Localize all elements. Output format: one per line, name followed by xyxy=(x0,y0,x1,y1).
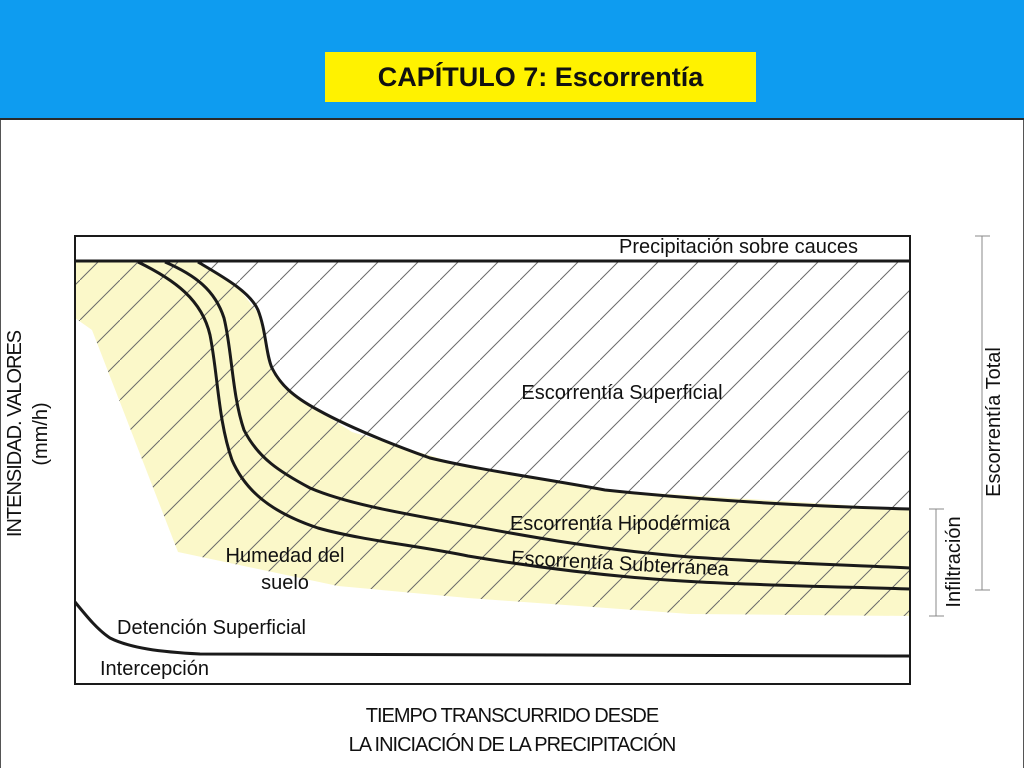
y-axis-label: INTENSIDAD. VALORES xyxy=(4,330,26,538)
page-title: CAPÍTULO 7: Escorrentía xyxy=(377,61,704,92)
label-total-runoff: Escorrentía Total xyxy=(983,347,1005,497)
label-soil-moisture-2: suelo xyxy=(261,572,309,594)
x-axis-label-line1: TIEMPO TRANSCURRIDO DESDE xyxy=(365,705,659,727)
label-hipodermic-runoff: Escorrentía Hipodérmica xyxy=(509,513,731,535)
label-soil-moisture-1: Humedad del xyxy=(225,545,345,567)
label-surface-detention: Detención Superficial xyxy=(117,617,306,639)
y-axis-unit: (mm/h) xyxy=(30,402,52,466)
x-axis-label-line2: LA INICIACIÓN DE LA PRECIPITACIÓN xyxy=(348,734,676,756)
label-precip-channels: Precipitación sobre cauces xyxy=(618,236,858,258)
label-infiltration: Infiltración xyxy=(943,516,965,608)
label-subterranean-runoff: Escorrentía Subterránea xyxy=(510,547,730,581)
infiltration-bracket xyxy=(929,509,944,616)
label-interception: Intercepción xyxy=(100,658,209,680)
label-surface-runoff: Escorrentía Superficial xyxy=(521,382,723,404)
